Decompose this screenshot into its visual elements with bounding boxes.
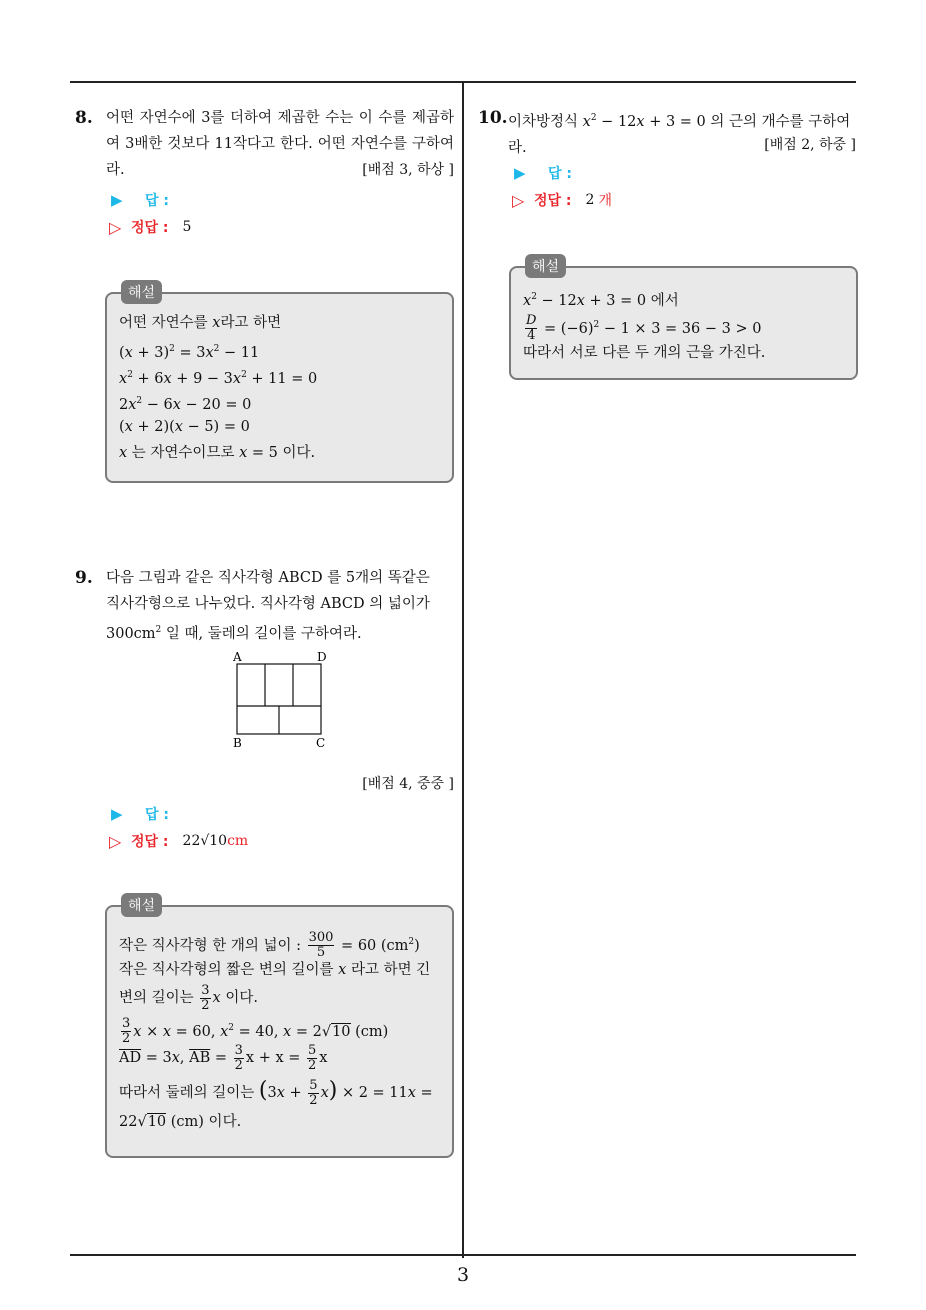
correct-value: 5 <box>182 219 192 235</box>
problem-8-number: 8. <box>75 108 93 128</box>
solution-body <box>119 310 440 466</box>
problem-9-line: $300cm^2$ 일 때, 둘레의 길이를 구하여라. <box>106 625 362 642</box>
solution-line: 따라서 서로 다른 두 개의 근을 가진다. <box>523 345 766 361</box>
column-divider <box>462 81 464 1258</box>
answer-label: 답 : <box>145 807 169 823</box>
bottom-rule <box>70 1254 856 1256</box>
page-number: 3 <box>456 1264 470 1286</box>
correct-unit: 개 <box>598 193 612 209</box>
rectangle-figure <box>225 648 335 752</box>
solution-line: 변의 길이는 $\frac{3}{2}$ x 이다. <box>119 982 258 1013</box>
figure-label-c: C <box>316 736 326 750</box>
problem-9-number: 9. <box>75 568 93 588</box>
correct-label: 정답 : <box>131 834 169 850</box>
figure-label-d: D <box>317 650 327 664</box>
problem-8-answer <box>111 190 169 210</box>
correct-value: 22√10 <box>182 833 228 849</box>
problem-10-solution <box>509 259 858 380</box>
solution-tab: 해설 <box>525 254 566 278</box>
solution-body <box>523 284 844 366</box>
problem-10-text: 이차방정식 $x^2 - 12x + 3 = 0$ 의 근의 개수를 구하여라. <box>508 113 851 156</box>
problem-9-solution <box>105 898 454 1158</box>
correct-triangle-icon: ▷ <box>512 190 525 210</box>
problem-8-correct <box>109 217 191 237</box>
solution-body <box>119 927 440 1135</box>
figure-label-a: A <box>233 650 242 664</box>
problem-9-line: 직사각형으로 나누었다. 직사각형 ABCD 의 넓이가 <box>106 596 430 612</box>
answer-label: 답 : <box>548 166 572 182</box>
problem-8-text: 어떤 자연수에 3를 더하여 제곱한 수는 이 수를 제곱하여 3배한 것보다 11작다고 한다. 어떤 자연수를 구하여라. <box>106 110 454 178</box>
problem-9 <box>106 565 454 647</box>
solution-line: $2x^2 - 6x - 20 = 0$ <box>119 396 252 413</box>
problem-9-correct <box>109 831 248 851</box>
problem-9-meta: [배점 4, 중중 ] <box>362 776 454 792</box>
solution-tab: 해설 <box>121 893 162 917</box>
solution-line: $(x + 3)^2 = 3x^2 - 11$ <box>119 344 260 361</box>
correct-value: 2 <box>585 192 595 208</box>
solution-line: $x^2 - 12x + 3 = 0$ 에서 <box>523 292 679 309</box>
correct-triangle-icon: ▷ <box>109 217 122 237</box>
solution-line: 작은 직사각형 한 개의 넓이 : $\frac{300}{5}$ = 60 $(cm^2)$ <box>119 930 420 961</box>
correct-triangle-icon: ▷ <box>109 831 122 851</box>
problem-9-answer <box>111 804 169 824</box>
solution-line: $\frac{3}{2}$ x × x = 60, $x^2 = 40$, x = 2√10 (cm) <box>122 1016 389 1047</box>
solution-tab: 해설 <box>121 280 162 304</box>
correct-unit: cm <box>227 833 249 849</box>
solution-line: 22√10 (cm) 이다. <box>119 1114 242 1130</box>
correct-label: 정답 : <box>131 220 169 236</box>
solution-line: 어떤 자연수를 x라고 하면 <box>119 315 282 331</box>
solution-line: 작은 직사각형의 짧은 변의 길이를 x 라고 하면 긴 <box>119 962 431 978</box>
problem-8-solution <box>105 285 454 483</box>
problem-8-meta: [배점 3, 하상 ] <box>362 162 454 178</box>
problem-9-line: 다음 그림과 같은 직사각형 ABCD 를 5개의 똑같은 <box>106 570 430 586</box>
solution-line: 따라서 둘레의 길이는 (3x + $\frac{5}{2}$ x) × 2 = 11x = <box>119 1077 433 1108</box>
answer-triangle-icon: ▶ <box>514 164 526 182</box>
solution-line: $x^2 + 6x + 9 - 3x^2 + 11 = 0$ <box>119 370 318 387</box>
correct-label: 정답 : <box>534 193 572 209</box>
problem-10-meta: [배점 2, 하중 ] <box>764 137 856 153</box>
answer-triangle-icon: ▶ <box>111 191 123 209</box>
problem-10-answer <box>514 163 572 183</box>
answer-triangle-icon: ▶ <box>111 805 123 823</box>
solution-line: $\overline{AD} = 3x$, $\overline{AB}$ = $\frac{3}{2}$ x + x = $\frac{5}{2}$ x <box>119 1042 328 1073</box>
solution-line: (x + 2)(x − 5) = 0 <box>119 419 250 435</box>
problem-10-correct <box>512 190 612 210</box>
figure-label-b: B <box>233 736 242 750</box>
answer-label: 답 : <box>145 193 169 209</box>
solution-line: $\frac{D}{4}$ = $(-6)^2 - 1 \times 3 = 36 - 3 > 0$ <box>526 313 762 344</box>
problem-10-number: 10. <box>478 108 508 128</box>
solution-line: x 는 자연수이므로 x = 5 이다. <box>119 445 316 461</box>
